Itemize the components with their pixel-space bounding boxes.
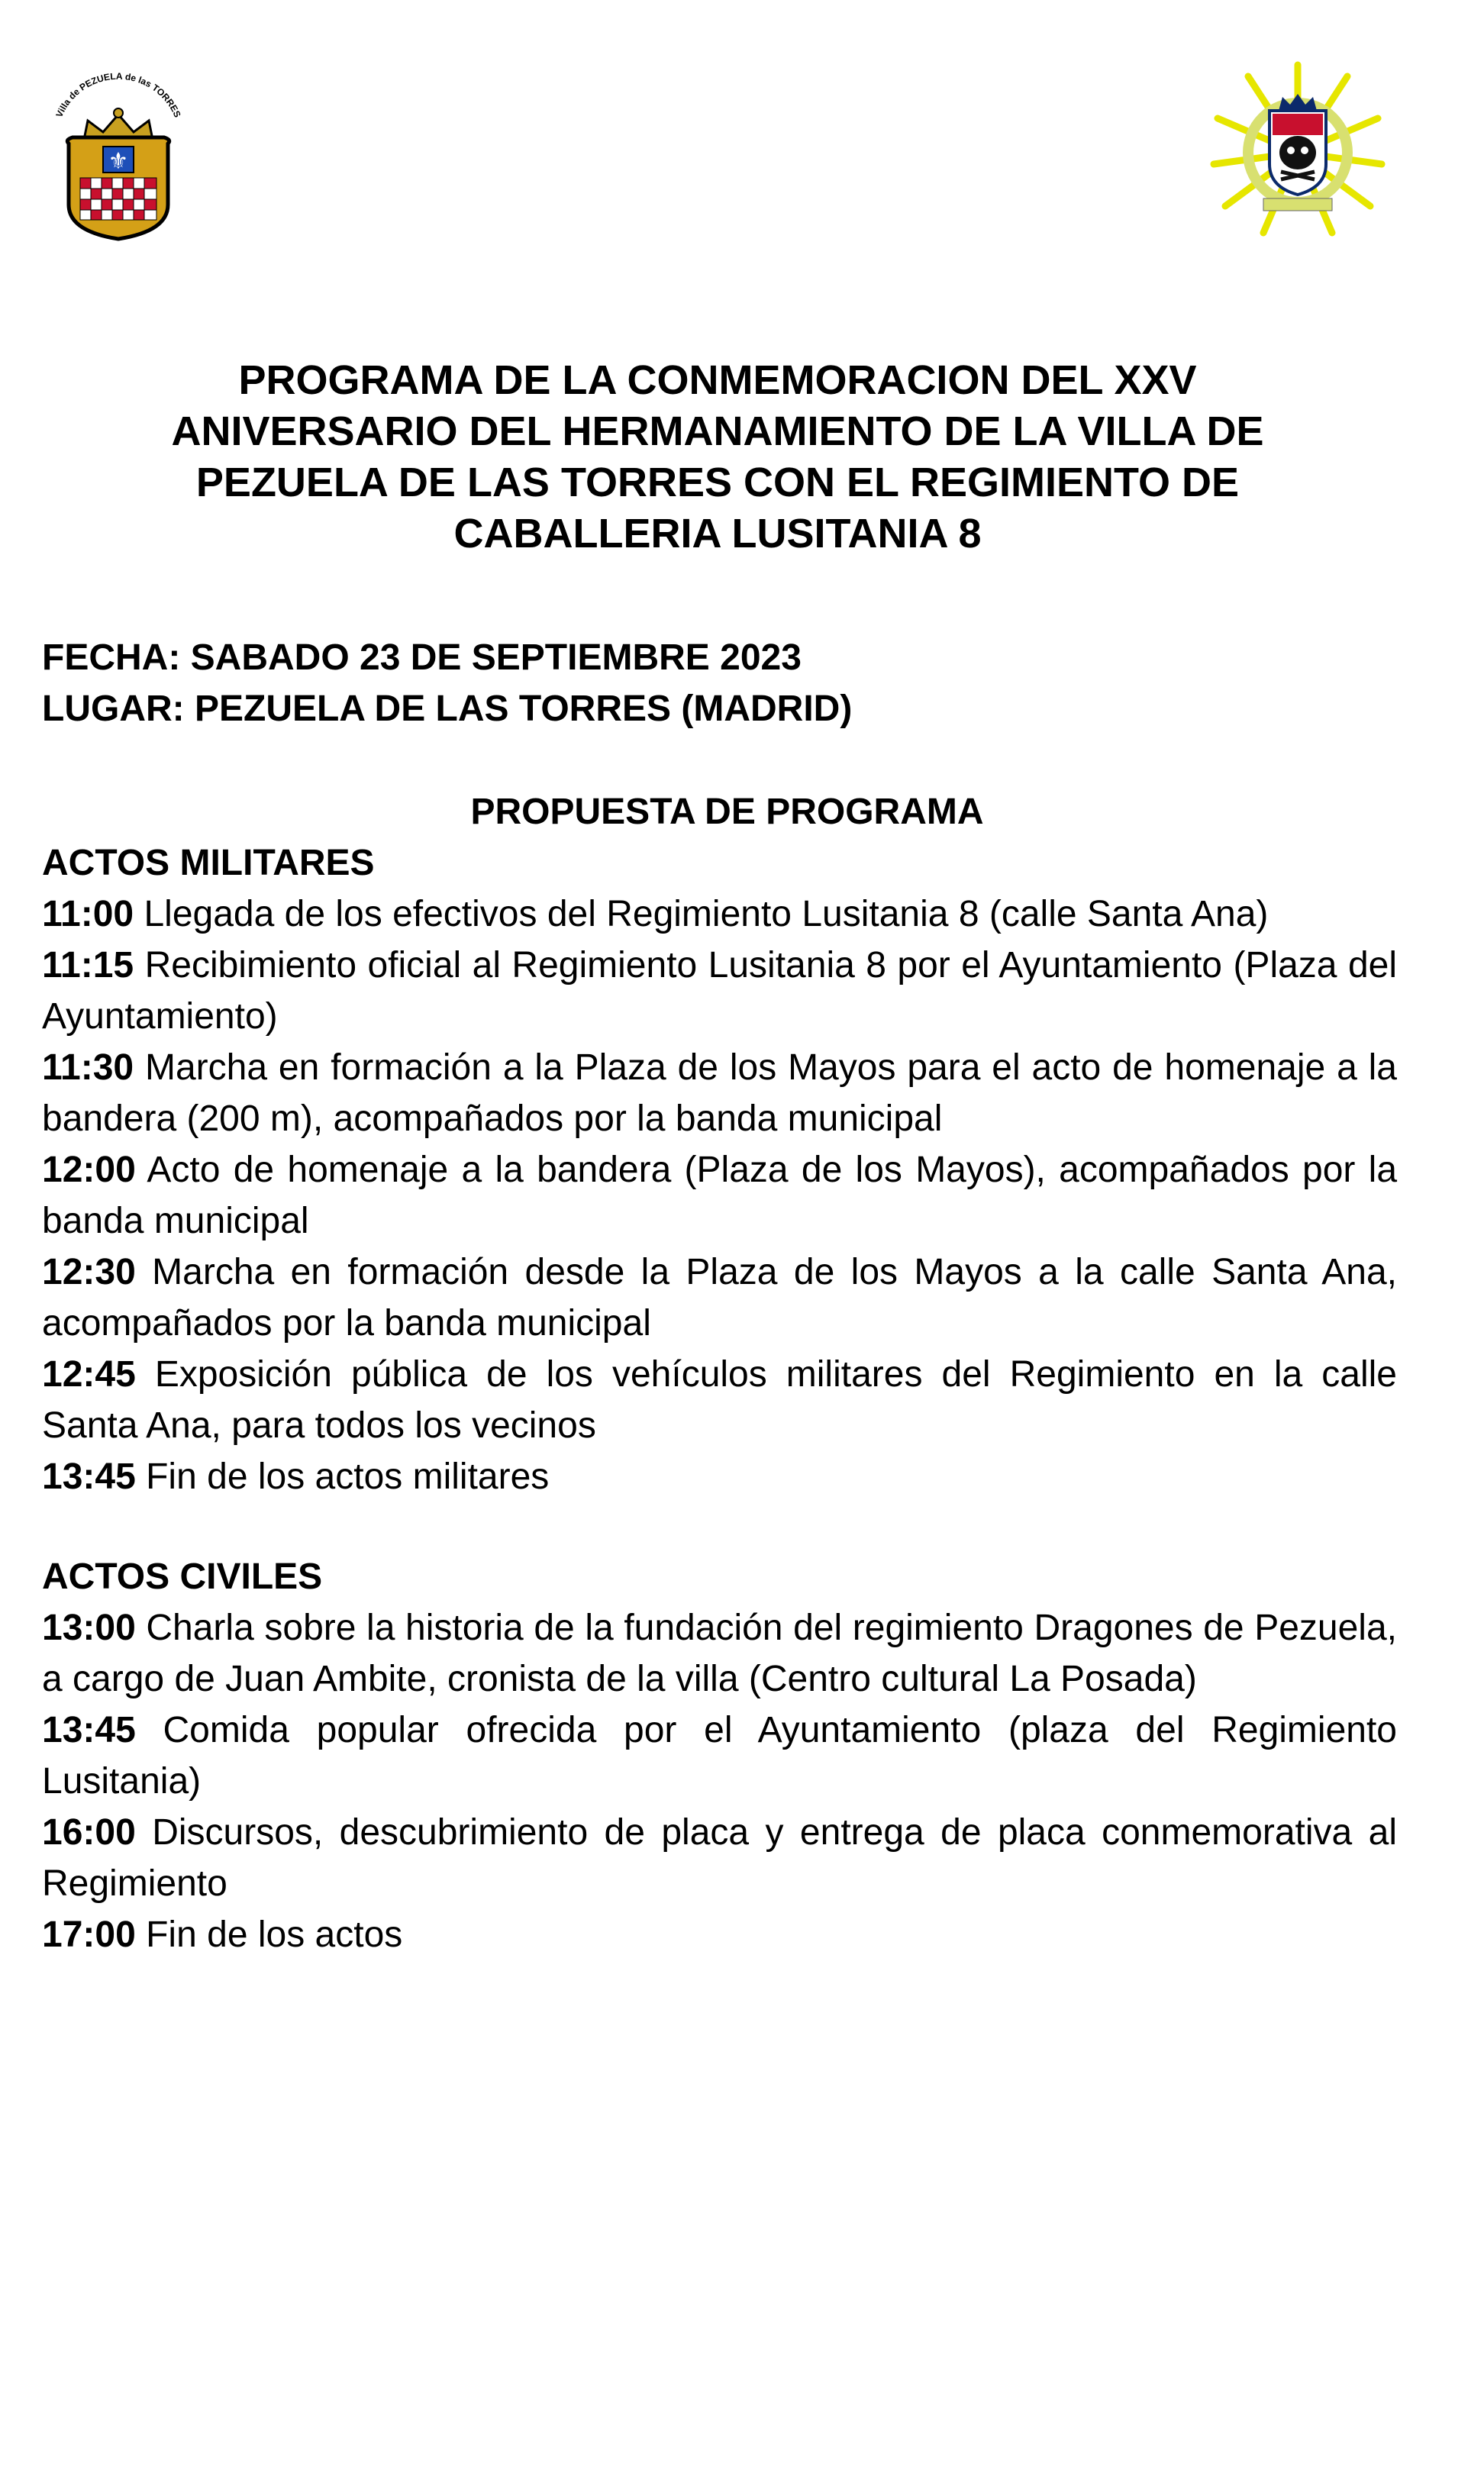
schedule-time: 12:00 [42,1150,136,1190]
actos-civiles-list [42,1602,1397,1960]
schedule-item [42,1807,1397,1909]
schedule-description: Exposición pública de los vehículos militares del Regimiento en la calle Santa Ana, para todos los vecinos [42,1354,1397,1446]
schedule-time: 13:00 [42,1608,136,1648]
schedule-item [42,1349,1397,1451]
schedule-time: 12:45 [42,1354,136,1395]
schedule-time: 17:00 [42,1915,136,1955]
schedule-item [42,1451,1397,1502]
schedule-description: Llegada de los efectivos del Regimiento Lusitania 8 (calle Santa Ana) [144,894,1269,934]
schedule-description: Marcha en formación desde la Plaza de los Mayos a la calle Santa Ana, acompañados por la banda municipal [42,1252,1397,1344]
schedule-time: 16:00 [42,1812,136,1853]
schedule-time: 11:00 [42,894,134,934]
svg-text:Villa de PEZUELA de las TORRES: Villa de PEZUELA de las TORRES [53,70,183,119]
schedule-item [42,1602,1397,1705]
schedule-time: 12:30 [42,1252,136,1292]
section-heading-actos-militares: ACTOS MILITARES [42,843,375,883]
schedule-description: Recibimiento oficial al Regimiento Lusitania 8 por el Ayuntamiento (Plaza del Ayuntamiento) [42,945,1397,1037]
schedule-description: Fin de los actos militares [146,1456,550,1497]
schedule-item [42,1909,1397,1960]
schedule-description: Acto de homenaje a la bandera (Plaza de los Mayos), acompañados por la banda municipal [42,1150,1398,1241]
schedule-time: 11:30 [42,1047,134,1088]
schedule-item [42,889,1397,940]
schedule-item [42,1042,1397,1144]
schedule-time: 11:15 [42,945,134,985]
schedule-item [42,940,1397,1042]
schedule-item [42,1705,1397,1807]
document-title: PROGRAMA DE LA CONMEMORACION DEL XXV ANIVERSARIO DEL HERMANAMIENTO DE LA VILLA DE PEZUELA DE LAS TORRES CON EL REGIMIENTO DE CABALLERIA LUSITANIA 8 [171,357,1264,556]
event-location: LUGAR: PEZUELA DE LAS TORRES (MADRID) [42,689,853,729]
actos-militares-list [42,889,1397,1502]
svg-text:⚜: ⚜ [108,148,129,175]
schedule-description: Discursos, descubrimiento de placa y entrega de placa conmemorativa al Regimiento [42,1812,1398,1904]
program-subtitle: PROPUESTA DE PROGRAMA [470,792,984,832]
schedule-time: 13:45 [42,1456,136,1497]
schedule-description: Fin de los actos [146,1915,403,1955]
pezuela-coat-of-arms-icon [42,67,195,243]
schedule-item [42,1144,1397,1247]
event-date: FECHA: SABADO 23 DE SEPTIEMBRE 2023 [42,637,802,678]
section-heading-actos-civiles: ACTOS CIVILES [42,1556,323,1597]
schedule-description: Charla sobre la historia de la fundación del regimiento Dragones de Pezuela, a cargo de Juan Ambite, cronista de la villa (Centro cultural La Posada) [42,1608,1397,1699]
schedule-time: 13:45 [42,1710,136,1750]
schedule-description: Marcha en formación a la Plaza de los Mayos para el acto de homenaje a la bandera (200 m), acompañados por la banda municipal [42,1047,1397,1139]
schedule-description: Comida popular ofrecida por el Ayuntamiento (plaza del Regimiento Lusitania) [42,1710,1398,1802]
regiment-lusitania-emblem-icon [1202,57,1393,240]
schedule-item [42,1247,1397,1349]
